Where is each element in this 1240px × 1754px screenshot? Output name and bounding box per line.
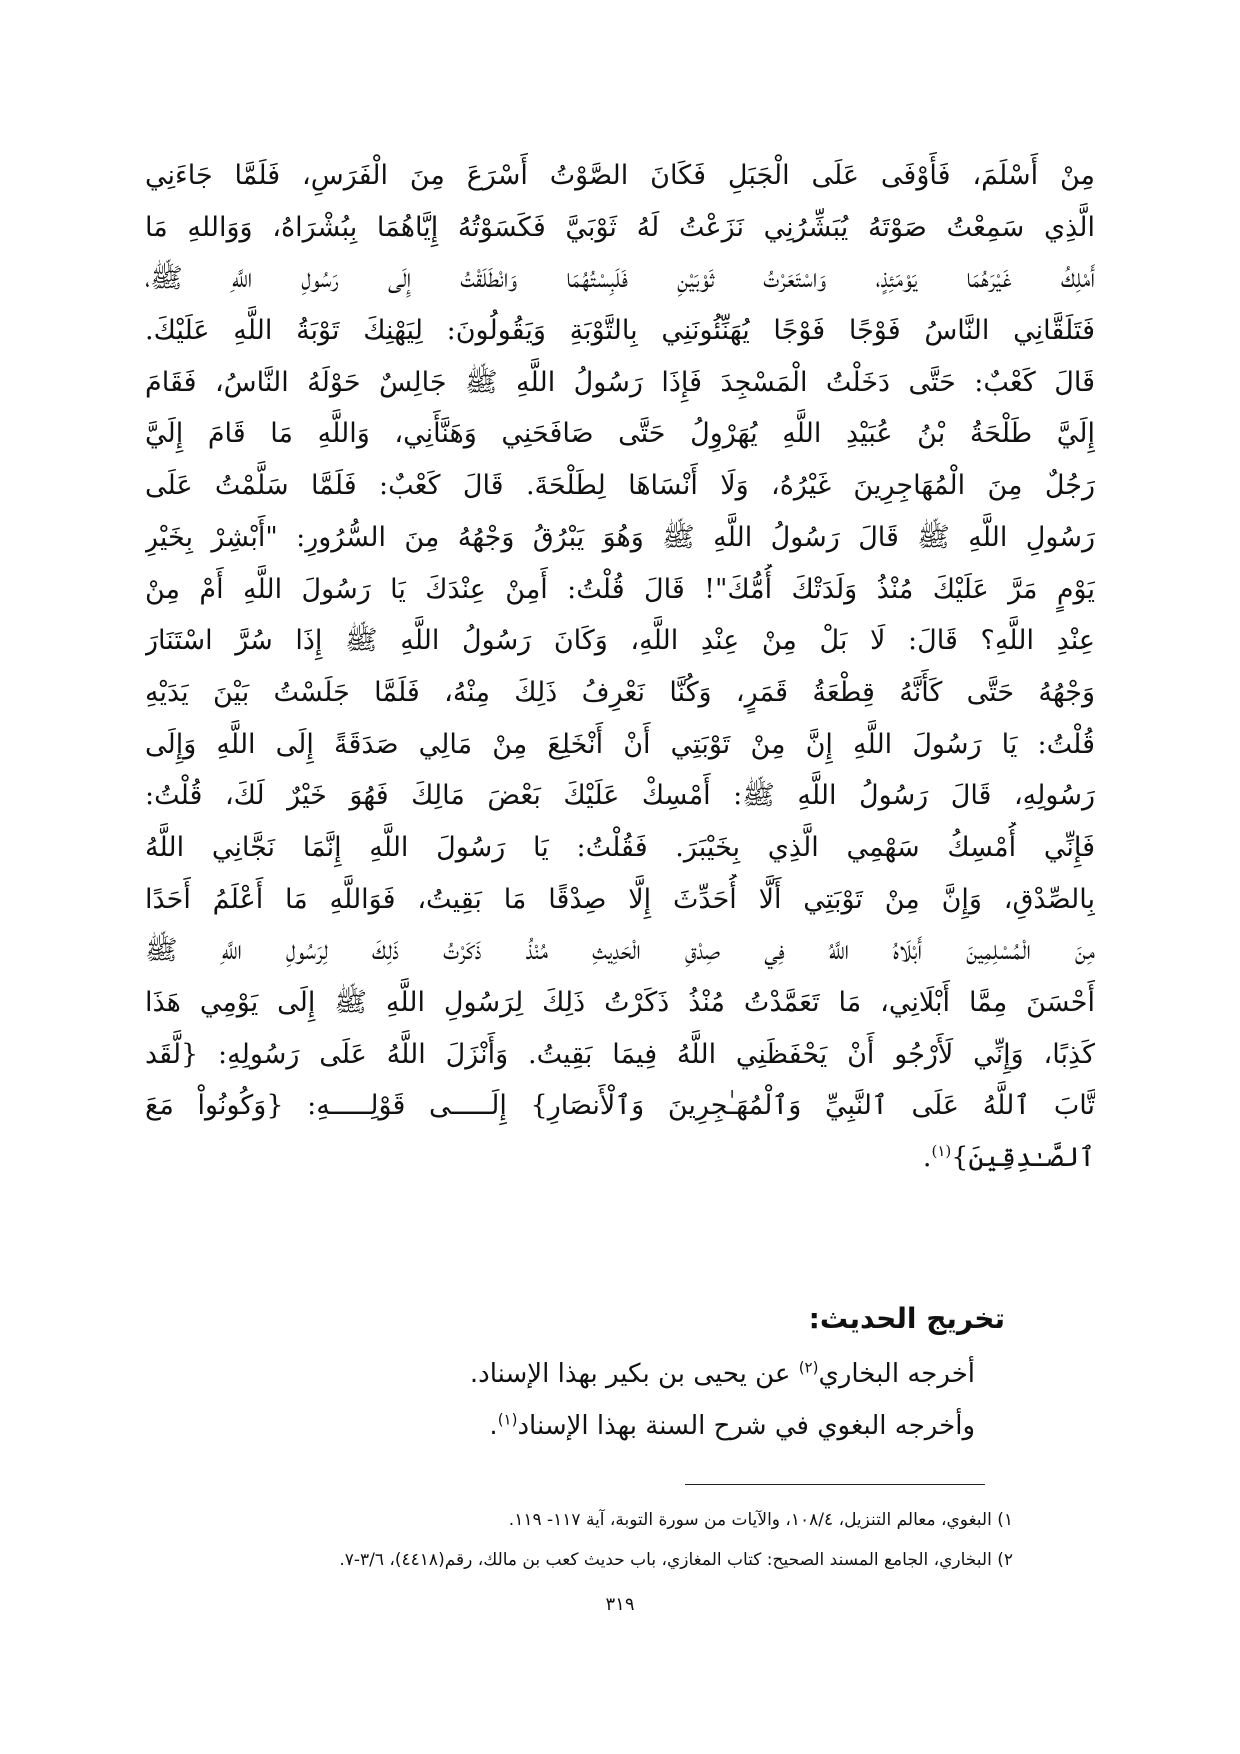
page-number: ٣١٩ [605,1594,635,1615]
body-line: عِنْدِ اللَّهِ؟ قَالَ: لَا بَلْ مِنْ عِنْدِ اللَّهِ، وَكَانَ رَسُولُ اللَّهِ ﷺ إِذَا سُرَّ اسْتَنَارَ [145,625,1095,657]
body-line: قُلْتُ: يَا رَسُولَ اللَّهِ إِنَّ مِنْ تَوْبَتِي أَنْ أَنْخَلِعَ مِنْ مَالِي صَدَقَةً إِلَى اللَّهِ وَإِلَى [145,728,1095,760]
body-line: الَّذِي سَمِعْتُ صَوْتَهُ يُبَشِّرُنِي نَزَعْتُ لَهُ ثَوْبَيَّ فَكَسَوْتُهُ إِيَّاهُمَا بِبُشْرَاهُ، وَوَاللهِ مَا [145,211,1095,243]
body-line: إِلَيَّ طَلْحَةُ بْنُ عُبَيْدِ اللَّهِ يُهَرْوِلُ حَتَّى صَافَحَنِي وَهَنَّأَنِي، وَاللَّهِ مَا قَامَ إِلَيَّ [145,418,1095,450]
takhrij-line-baghawi [470,1400,975,1452]
body-line: قَالَ كَعْبٌ: حَتَّى دَخَلْتُ الْمَسْجِدَ فَإِذَا رَسُولُ اللَّهِ ﷺ جَالِسٌ حَوْلَهُ النَّاسُ، فَقَامَ [145,366,1095,398]
body-line: أَحْسَنَ مِمَّا أَبْلَانِي، مَا تَعَمَّدْتُ مُنْذُ ذَكَرْتُ ذَلِكَ لِرَسُولِ اللَّهِ ﷺ إِلَى يَوْمِي هَذَا [145,987,1095,1018]
body-line: مِنَ الْمُسْلِمِينَ أَبْلَاهُ اللَّهُ فِي صِدْقِ الْحَدِيثِ مُنْذُ ذَكَرْتُ ذَلِكَ لِرَسُولِ اللَّهِ ﷺ [145,935,1095,967]
section-heading: تخريج الحديث: [808,1302,1005,1335]
quran-verse-end: ٱلصَّـٰدِقِينَ} [951,1142,1095,1174]
body-line: يَوْمٍ مَرَّ عَلَيْكَ مُنْذُ وَلَدَتْكَ أُمُّكَ"! قَالَ قُلْتُ: أَمِنْ عِنْدَكَ يَا رَسُولَ اللَّهِ أَمْ مِنْ [145,573,1095,605]
takhrij-line-text: أخرجه البخاري [818,1359,975,1389]
footnotes [339,1500,1013,1580]
footnote-ref[interactable]: (٢) [798,1358,819,1377]
body-line: وَجْهُهُ حَتَّى كَأَنَّهُ قِطْعَةُ قَمَرٍ، وَكُنَّا نَعْرِفُ ذَلِكَ مِنْهُ، فَلَمَّا جَلَسْتُ بَيْنَ يَدَيْهِ [145,676,1095,708]
footnote-ref[interactable]: (١) [931,1142,952,1161]
takhrij-text [470,1348,975,1452]
body-line: تَّابَ ٱللَّهُ عَلَى ٱلنَّبِيِّ وَٱلْمُهَـٰجِرِينَ وَٱلْأَنصَارِ} إِلَـــــى قَوْلِـــــهِ: {وَكُونُواْ مَعَ [145,1090,1095,1122]
footnote-separator [685,1484,985,1485]
takhrij-line-text: عن يحيى بن بكير بهذا الإسناد. [469,1359,799,1389]
takhrij-line-text: . [489,1411,498,1441]
body-line: كَذِبًا، وَإِنِّي لَأَرْجُو أَنْ يَحْفَظَنِي اللَّهُ فِيمَا بَقِيتُ. وَأَنْزَلَ اللَّهُ عَلَى رَسُولِهِ: {لَّقَد [145,1038,1095,1070]
body-last-line [145,1132,1095,1184]
body-line: فَتَلَقَّانِي النَّاسُ فَوْجًا فَوْجًا يُهَنِّئُونَنِي بِالتَّوْبَةِ وَيَقُولُونَ: لِيَهْنِكَ تَوْبَةُ اللَّهِ عَلَيْكَ. [145,315,1095,347]
body-line: بِالصِّدْقِ، وَإِنَّ مِنْ تَوْبَتِي أَلَّا أُحَدِّثَ إِلَّا صِدْقًا مَا بَقِيتُ، فَوَاللَّهِ مَا أَعْلَمُ أَحَدًا [145,883,1095,915]
footnote-ref[interactable]: (١) [497,1410,518,1429]
hadith-body-text [145,150,1095,1184]
body-line: رَجُلٌ مِنَ الْمُهَاجِرِينَ غَيْرُهُ، وَلَا أَنْسَاهَا لِطَلْحَةَ. قَالَ كَعْبٌ: فَلَمَّا سَلَّمْتُ عَلَى [145,470,1095,502]
footnote-item: ٢) البخاري، الجامع المسند الصحيح: كتاب المغازي، باب حديث كعب بن مالك، رقم(٤٤١٨)، ٣/٦-٧. [339,1550,1013,1570]
takhrij-line-text: وأخرجه البغوي في شرح السنة بهذا الإسناد [517,1411,975,1441]
footnote-item: ١) البغوي، معالم التنزيل، ١٠٨/٤، والآيات من سورة التوبة، آية ١١٧- ١١٩. [508,1510,1013,1530]
sentence-end: . [922,1142,932,1174]
body-line: مِنْ أَسْلَمَ، فَأَوْفَى عَلَى الْجَبَلِ فَكَانَ الصَّوْتُ أَسْرَعَ مِنَ الْفَرَسِ، فَلَمَّا جَاءَنِي [145,160,1095,191]
takhrij-line-bukhari [470,1348,975,1400]
body-line: رَسُولِ اللَّهِ ﷺ قَالَ رَسُولُ اللَّهِ ﷺ وَهُوَ يَبْرُقُ وَجْهُهُ مِنَ السُّرُورِ: "أَبْشِرْ بِخَيْرِ [145,521,1095,553]
body-line: رَسُولِهِ، قَالَ رَسُولُ اللَّهِ ﷺ: أَمْسِكْ عَلَيْكَ بَعْضَ مَالِكَ فَهُوَ خَيْرٌ لَكَ، قُلْتُ: [145,780,1095,812]
body-line: فَإِنِّي أُمْسِكُ سَهْمِي الَّذِي بِخَيْبَرَ. فَقُلْتُ: يَا رَسُولَ اللَّهِ إِنَّمَا نَجَّانِي اللَّهُ [145,831,1095,863]
body-line: أَمْلِكُ غَيْرَهُمَا يَوْمَئِذٍ، وَاسْتَعَرْتُ ثَوْبَيْنِ فَلَبِسْتُهُمَا وَانْطَلَقْتُ إِلَى رَسُولِ اللَّهِ ﷺ، [145,263,1095,295]
